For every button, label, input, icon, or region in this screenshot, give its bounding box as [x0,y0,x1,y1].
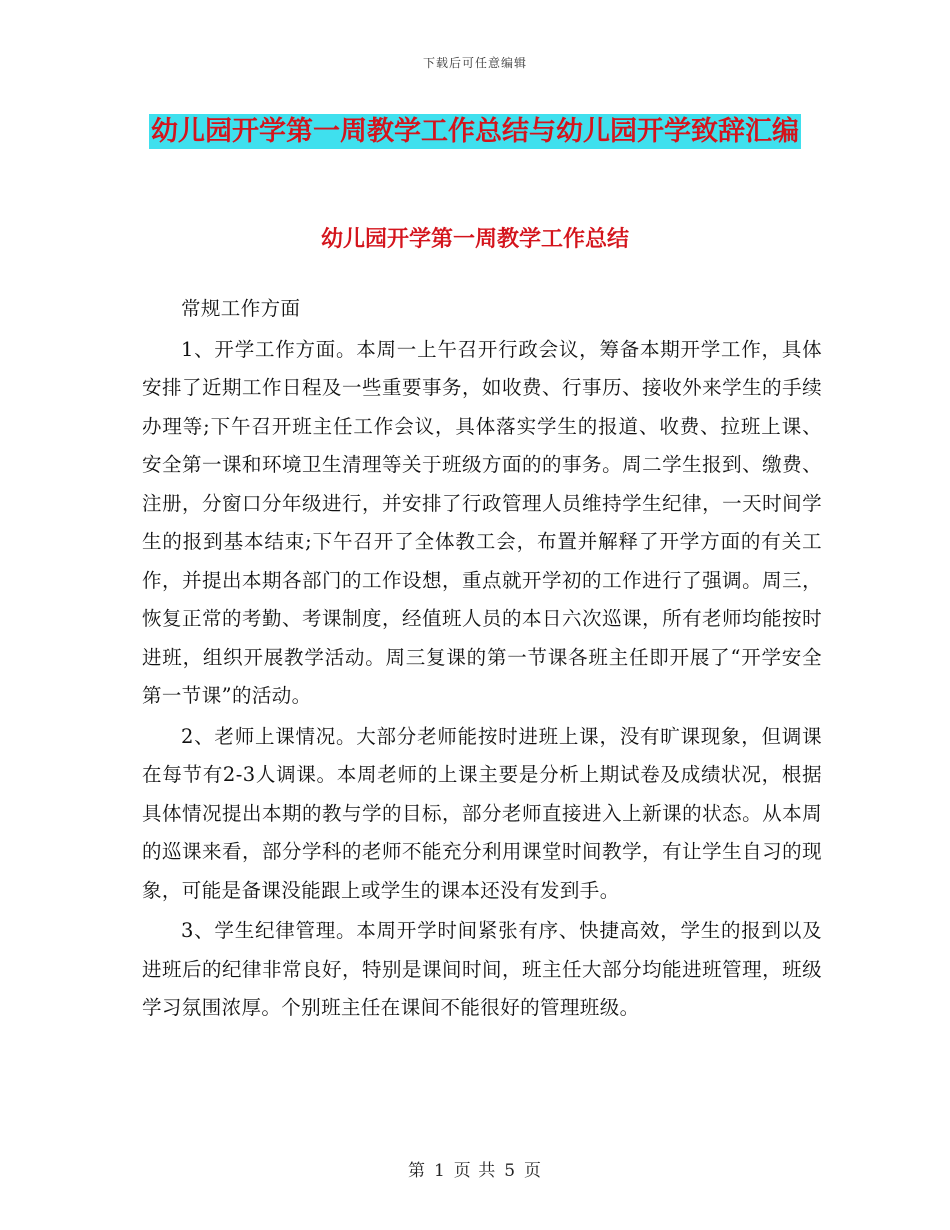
page-footer [0,1156,950,1181]
page-number: 1 [433,1161,446,1181]
page-header-note: 下载后可任意编辑 [422,56,527,70]
document-title [140,110,810,154]
document-title-text: 幼儿园开学第一周教学工作总结与幼儿园开学致辞汇编 [151,116,799,147]
document-body [142,290,822,1030]
body-paragraph: 常规工作方面 [181,297,301,320]
body-paragraph: 3、学生纪律管理。本周开学时间紧张有序、快捷高效，学生的报到以及进班后的纪律非常良好，特别是课间时间，班主任大部分均能进班管理，班级学习氛围浓厚。个别班主任在课间不能很好的管理班级。 [142,919,822,1019]
total-pages: 5 [504,1161,517,1181]
body-paragraph: 2、老师上课情况。大部分老师能按时进班上课，没有旷课现象，但调课在每节有2-3人调课。本周老师的上课主要是分析上期试卷及成绩状况，根据具体情况提出本期的教与学的目标，部分老师直接进入上新课的状态。从本周的巡课来看，部分学科的老师不能充分利用课堂时间教学，有让学生自习的现象，可能是备课没能跟上或学生的课本还没有发到手。 [142,724,822,902]
body-paragraph: 1、开学工作方面。本周一上午召开行政会议，筹备本期开学工作，具体安排了近期工作日程及一些重要事务，如收费、行事历、接收外来学生的手续办理等;下午召开班主任工作会议，具体落实学生的报道、收费、拉班上课、安全第一课和环境卫生清理等关于班级方面的的事务。周二学生报到、缴费、注册，分窗口分年级进行，并安排了行政管理人员维持学生纪律，一天时间学生的报到基本结束;下午召开了全体教工会，布置并解释了开学方面的有关工作，并提出本期各部门的工作设想，重点就开学初的工作进行了强调。周三，恢复正常的考勤、考课制度，经值班人员的本日六次巡课，所有老师均能按时进班，组织开展教学活动。周三复课的第一节课各班主任即开展了“开学安全第一节课”的活动。 [142,337,822,707]
section-title: 幼儿园开学第一周教学工作总结 [320,227,629,252]
footer-prefix: 第 [407,1161,426,1181]
footer-middle: 页 共 [453,1161,497,1181]
footer-suffix: 页 [524,1161,543,1181]
